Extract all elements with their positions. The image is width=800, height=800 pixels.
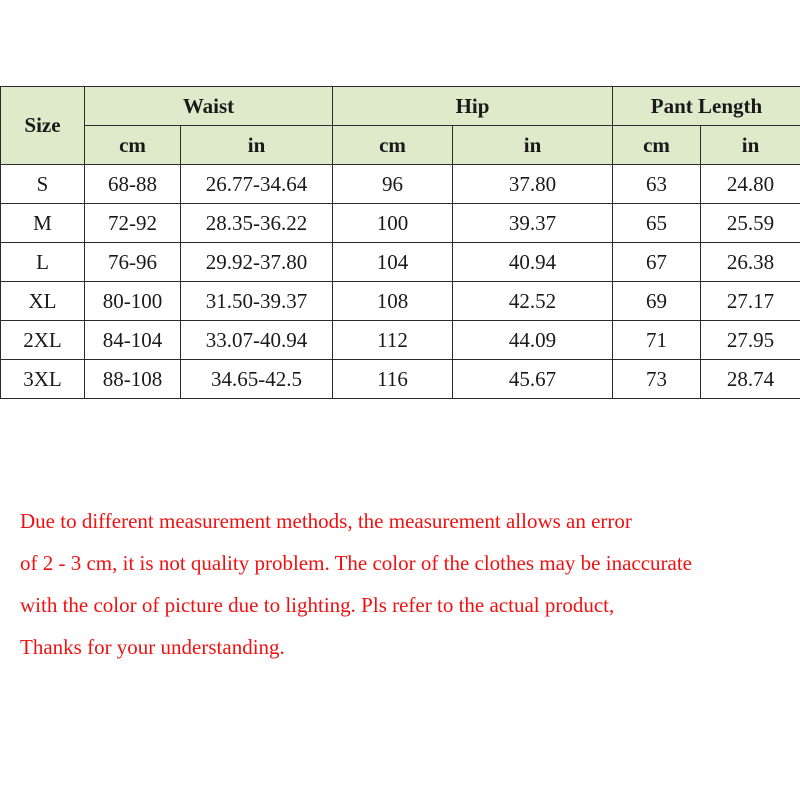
disclaimer-line: Thanks for your understanding. xyxy=(20,635,285,659)
table-row xyxy=(1,321,800,360)
table-row xyxy=(1,243,800,282)
size-cell: 3XL xyxy=(1,360,85,399)
hip-cm-cell: 100 xyxy=(333,204,453,243)
unit-header: cm xyxy=(613,126,701,165)
size-cell: M xyxy=(1,204,85,243)
hip-group-header: Hip xyxy=(333,87,613,126)
unit-header: in xyxy=(181,126,333,165)
pant-length-cm-cell: 65 xyxy=(613,204,701,243)
table-row xyxy=(1,282,800,321)
hip-in-cell: 37.80 xyxy=(453,165,613,204)
waist-cm-cell: 68-88 xyxy=(85,165,181,204)
hip-cm-cell: 104 xyxy=(333,243,453,282)
waist-cm-cell: 72-92 xyxy=(85,204,181,243)
waist-cm-cell: 88-108 xyxy=(85,360,181,399)
hip-cm-cell: 96 xyxy=(333,165,453,204)
size-chart-table xyxy=(0,86,800,399)
unit-header: cm xyxy=(333,126,453,165)
hip-cm-cell: 108 xyxy=(333,282,453,321)
size-cell: XL xyxy=(1,282,85,321)
pant-length-cm-cell: 69 xyxy=(613,282,701,321)
hip-cm-cell: 116 xyxy=(333,360,453,399)
hip-in-cell: 45.67 xyxy=(453,360,613,399)
pant-length-cm-cell: 73 xyxy=(613,360,701,399)
waist-in-cell: 31.50-39.37 xyxy=(181,282,333,321)
pant-length-cm-cell: 67 xyxy=(613,243,701,282)
hip-in-cell: 39.37 xyxy=(453,204,613,243)
pant-length-in-cell: 28.74 xyxy=(701,360,800,399)
hip-cm-cell: 112 xyxy=(333,321,453,360)
pant-length-in-cell: 27.95 xyxy=(701,321,800,360)
disclaimer-line: with the color of picture due to lighting. Pls refer to the actual product, xyxy=(20,593,615,617)
measurement-disclaimer xyxy=(20,500,795,668)
hip-in-cell: 42.52 xyxy=(453,282,613,321)
table-row xyxy=(1,204,800,243)
unit-header: cm xyxy=(85,126,181,165)
table-row xyxy=(1,360,800,399)
header-row-units xyxy=(1,126,800,165)
waist-cm-cell: 84-104 xyxy=(85,321,181,360)
waist-cm-cell: 80-100 xyxy=(85,282,181,321)
pant-length-in-cell: 26.38 xyxy=(701,243,800,282)
waist-in-cell: 26.77-34.64 xyxy=(181,165,333,204)
size-cell: L xyxy=(1,243,85,282)
pant-length-in-cell: 24.80 xyxy=(701,165,800,204)
unit-header: in xyxy=(701,126,800,165)
table-row xyxy=(1,165,800,204)
waist-group-header: Waist xyxy=(85,87,333,126)
hip-in-cell: 44.09 xyxy=(453,321,613,360)
waist-cm-cell: 76-96 xyxy=(85,243,181,282)
header-row-groups xyxy=(1,87,800,126)
pant-length-cm-cell: 63 xyxy=(613,165,701,204)
disclaimer-line: of 2 - 3 cm, it is not quality problem. The color of the clothes may be inaccurate xyxy=(20,551,692,575)
pant-length-in-cell: 27.17 xyxy=(701,282,800,321)
pant-length-group-header: Pant Length xyxy=(613,87,800,126)
pant-length-in-cell: 25.59 xyxy=(701,204,800,243)
hip-in-cell: 40.94 xyxy=(453,243,613,282)
waist-in-cell: 29.92-37.80 xyxy=(181,243,333,282)
disclaimer-line: Due to different measurement methods, the measurement allows an error xyxy=(20,509,632,533)
pant-length-cm-cell: 71 xyxy=(613,321,701,360)
waist-in-cell: 34.65-42.5 xyxy=(181,360,333,399)
unit-header: in xyxy=(453,126,613,165)
waist-in-cell: 28.35-36.22 xyxy=(181,204,333,243)
size-cell: 2XL xyxy=(1,321,85,360)
waist-in-cell: 33.07-40.94 xyxy=(181,321,333,360)
size-cell: S xyxy=(1,165,85,204)
size-column-header: Size xyxy=(1,87,85,165)
